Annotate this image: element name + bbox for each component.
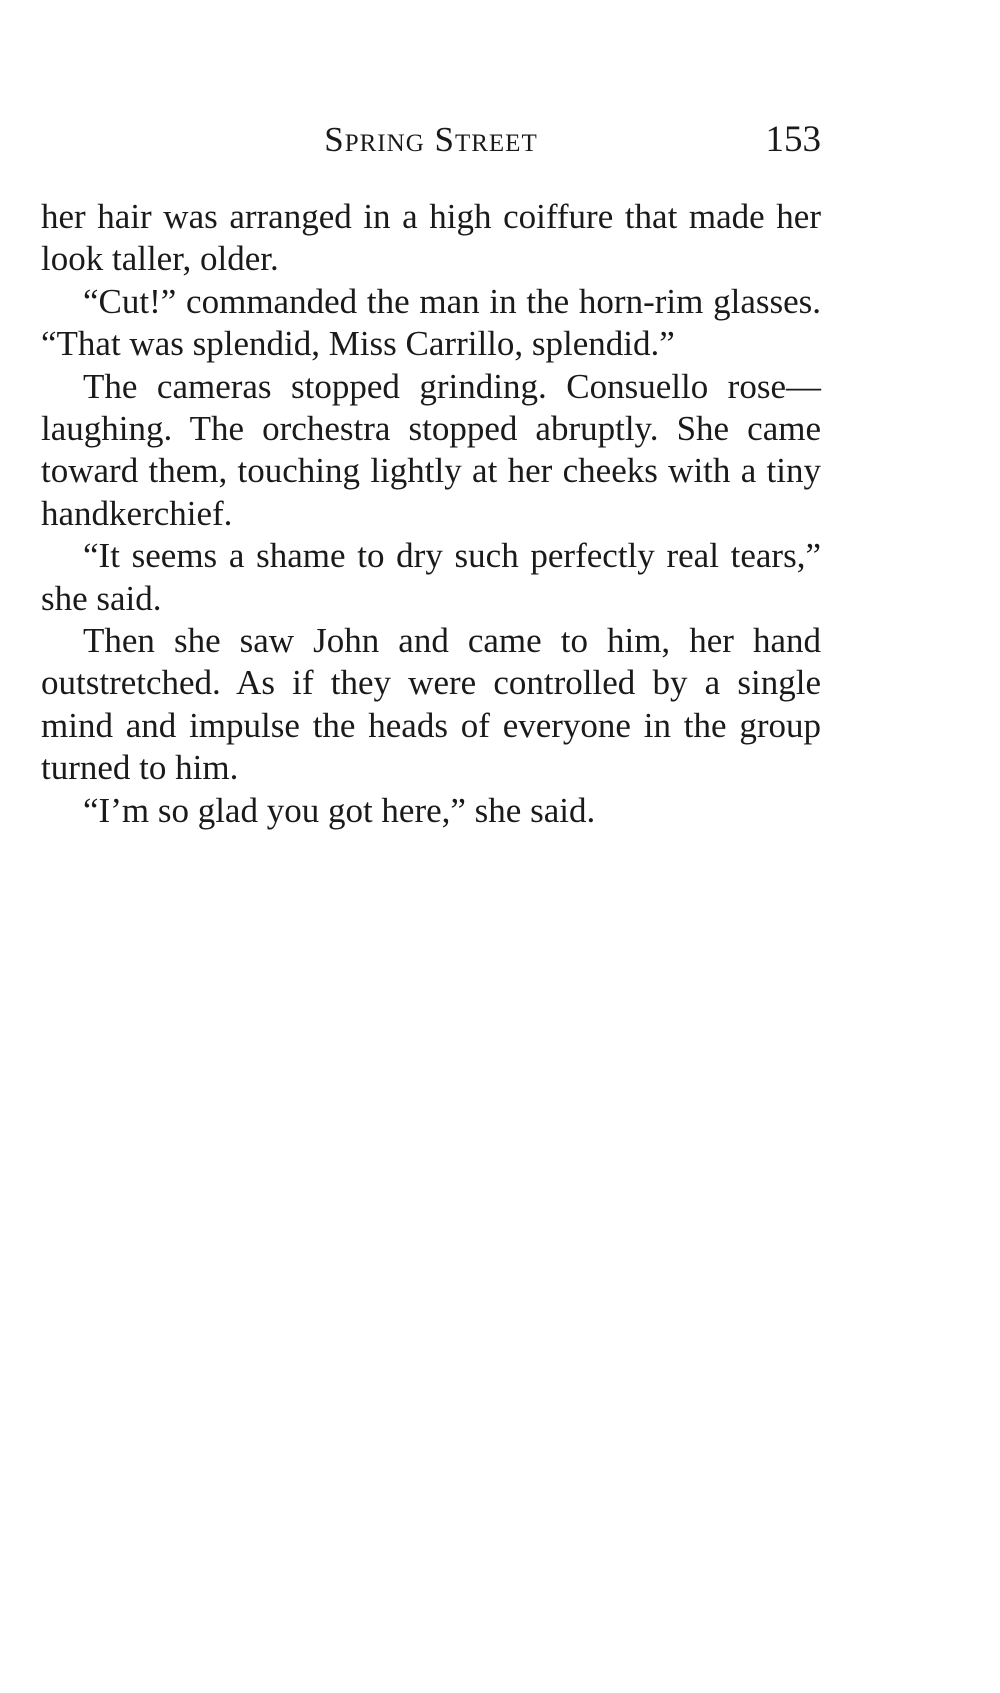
paragraph: The cameras stopped grinding. Consuello rose—laughing. The orchestra stopped abruptly. She came toward them, touching lightly at her cheeks with a tiny handkerchief. bbox=[41, 366, 821, 533]
page-number: 153 bbox=[765, 119, 821, 160]
running-head bbox=[41, 120, 821, 164]
running-title: Spring Street bbox=[324, 120, 538, 159]
paragraph: Then she saw John and came to him, her hand outstretched. As if they were controlled by a single mind and impulse the heads of everyone in the group turned to him. bbox=[41, 621, 821, 788]
body-text bbox=[41, 196, 821, 832]
paragraph: “It seems a shame to dry such perfectly real tears,” she said. bbox=[41, 536, 821, 618]
paragraph: “I’m so glad you got here,” she said. bbox=[83, 790, 596, 830]
paragraph: her hair was arranged in a high coiffure that made her look taller, older. bbox=[41, 197, 821, 279]
paragraph: “Cut!” commanded the man in the horn-rim glasses. “That was splendid, Miss Carrillo, splendid.” bbox=[41, 281, 821, 364]
